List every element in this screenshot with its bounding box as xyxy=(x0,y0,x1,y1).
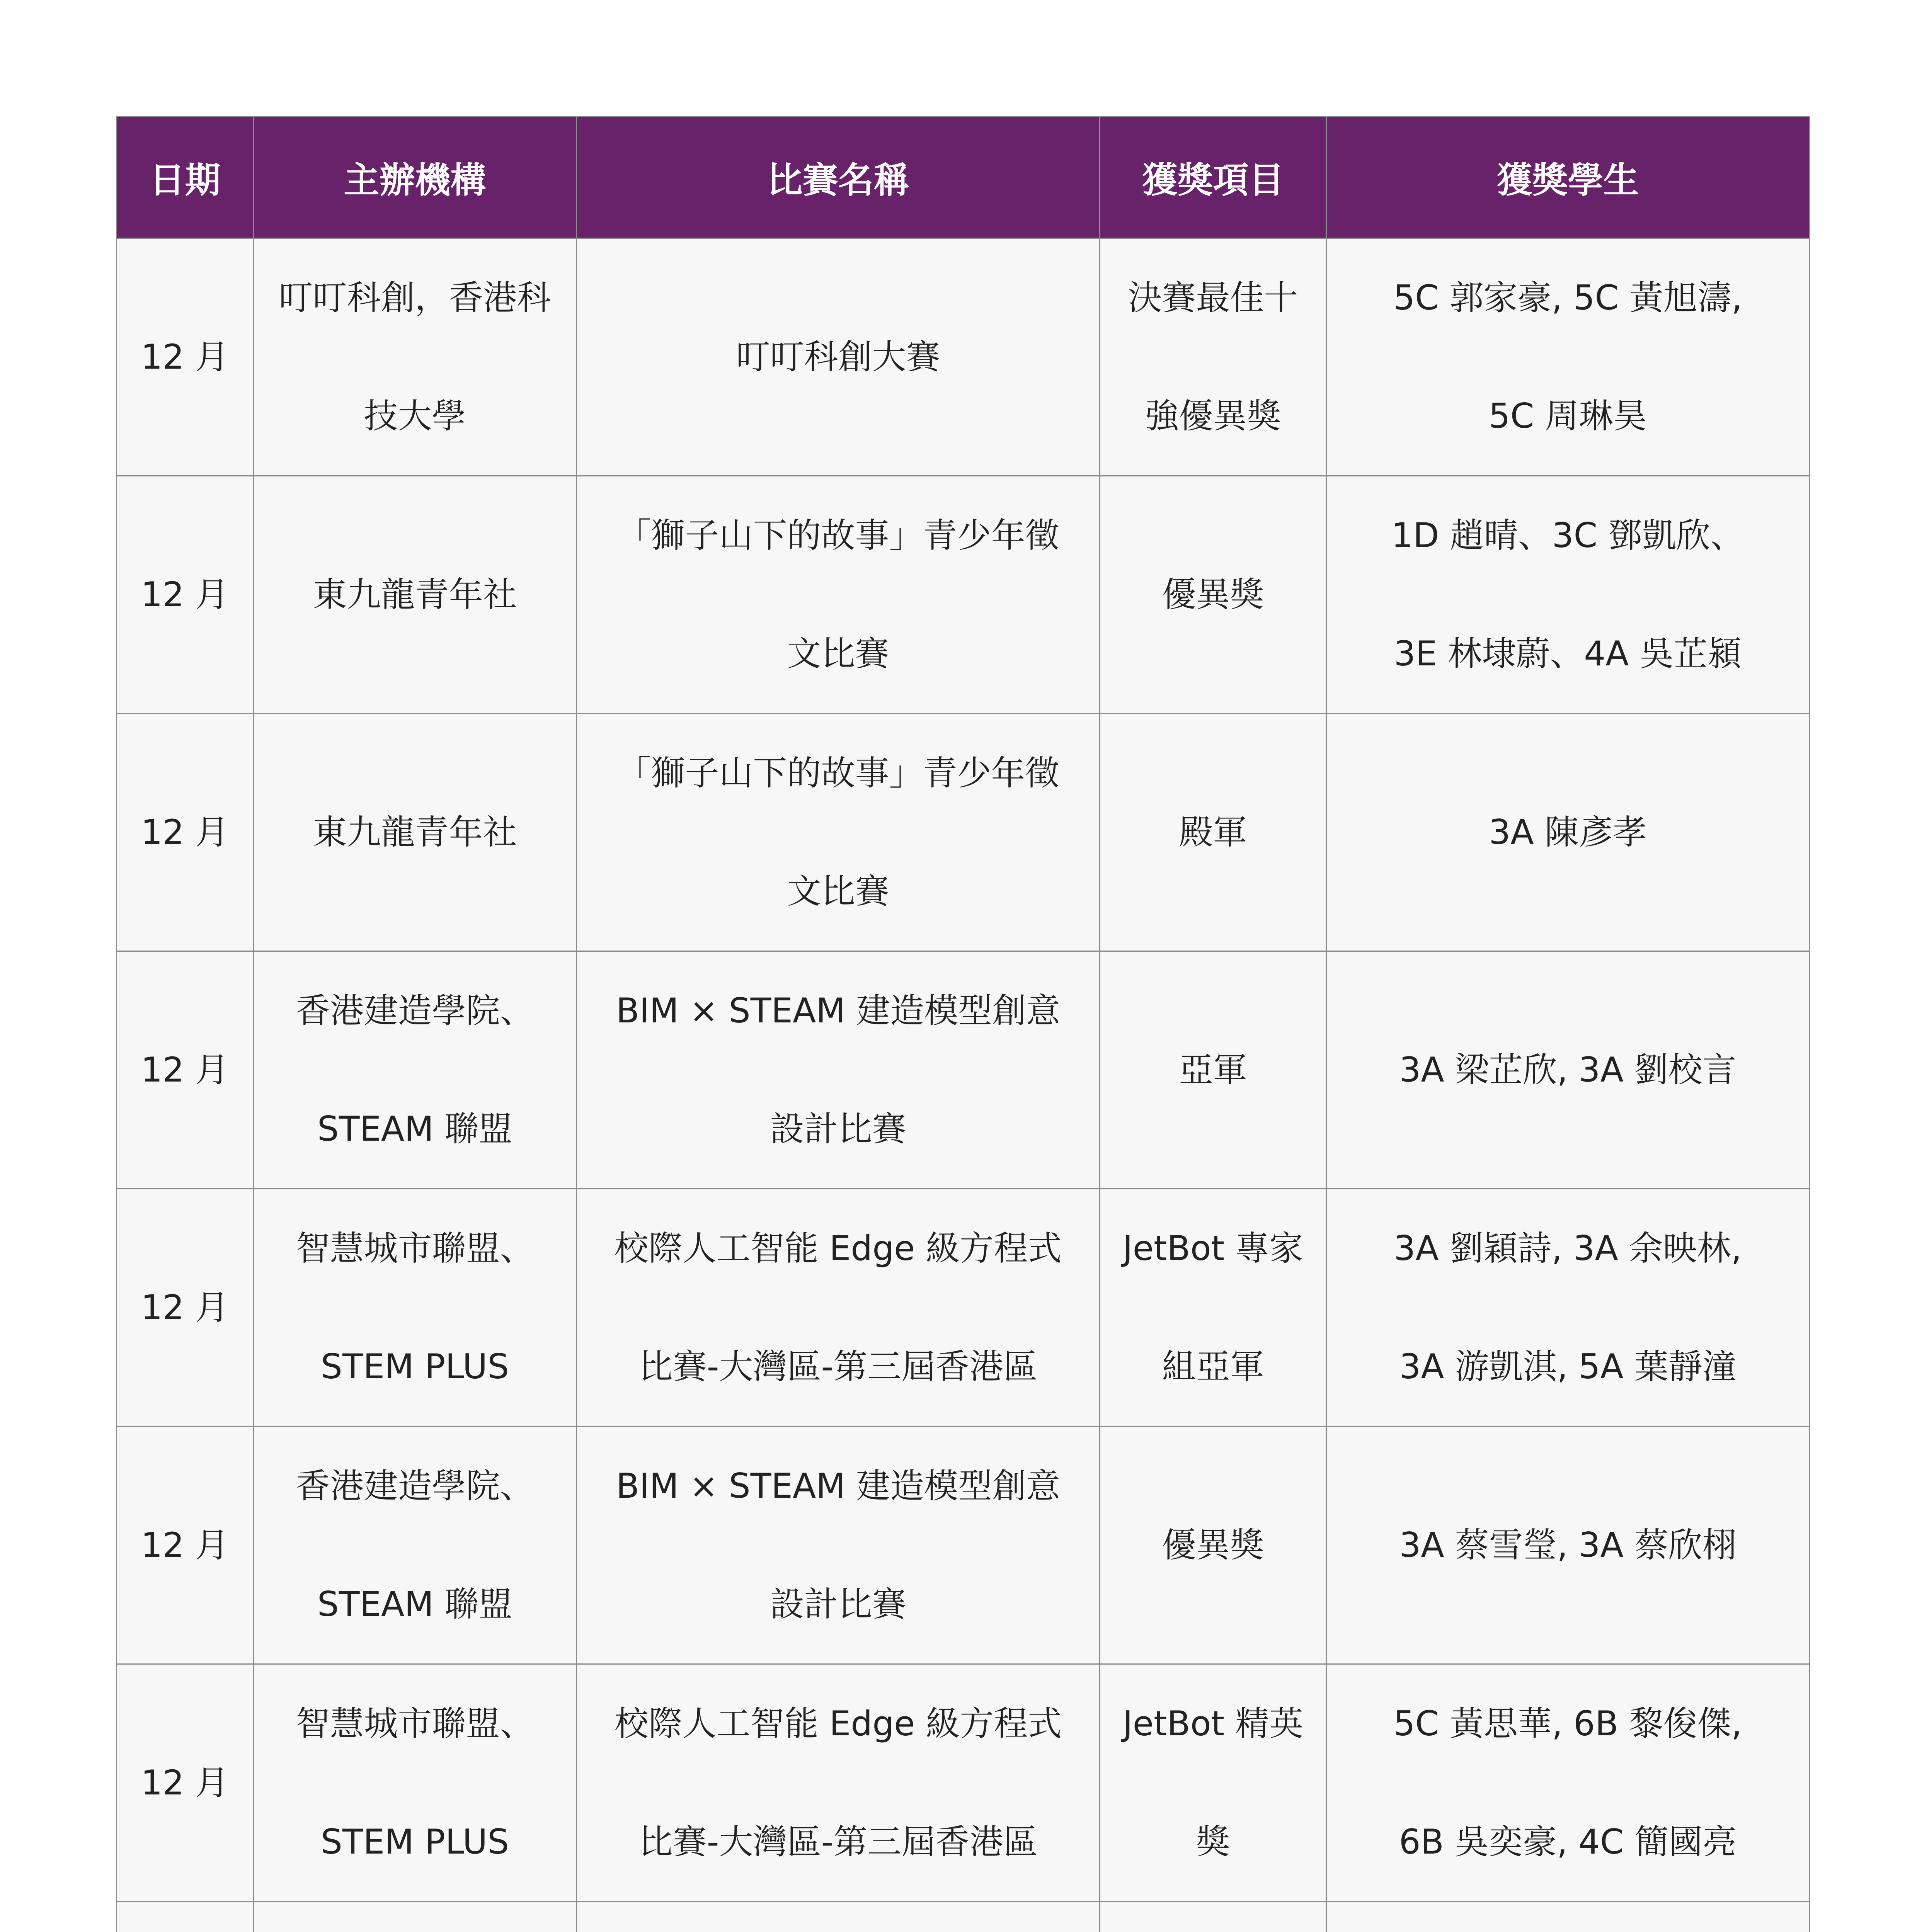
cell-students-line: 3A 游凱淇, 5A 葉靜潼 xyxy=(1399,1347,1737,1386)
cell-award-line: 獎 xyxy=(1196,1822,1230,1862)
cell-students xyxy=(1326,1427,1810,1664)
cell-students-line: 5C 郭家豪, 5C 黃旭濤, xyxy=(1393,278,1742,318)
cell-competition xyxy=(577,476,1100,714)
header-organizer: 主辦機構 xyxy=(254,117,577,238)
cell-award xyxy=(1100,714,1326,951)
cell-organizer xyxy=(254,1902,577,1932)
cell-award-line: 強優異獎 xyxy=(1145,396,1281,436)
cell-date xyxy=(117,1902,254,1932)
header-date: 日期 xyxy=(117,117,254,238)
cell-organizer xyxy=(254,476,577,714)
cell-students-line: 5C 周琳昊 xyxy=(1488,396,1647,436)
cell-competition xyxy=(577,1902,1100,1932)
cell-organizer-line: 智慧城市聯盟、 xyxy=(296,1704,534,1743)
cell-students-line: 3A 劉穎詩, 3A 余映林, xyxy=(1394,1228,1742,1268)
cell-students-line: 3A 陳彥孝 xyxy=(1489,812,1647,852)
table-header xyxy=(117,117,1810,238)
header-students: 獲獎學生 xyxy=(1326,117,1810,238)
cell-award-line: 優異獎 xyxy=(1162,575,1264,614)
cell-award xyxy=(1100,951,1326,1189)
cell-award xyxy=(1100,1664,1326,1902)
cell-award xyxy=(1100,238,1326,476)
cell-organizer-line: 技大學 xyxy=(364,396,466,436)
cell-date: 12 月 xyxy=(117,951,254,1189)
cell-competition xyxy=(577,1189,1100,1427)
table-row xyxy=(117,476,1810,714)
cell-competition-line: 設計比賽 xyxy=(770,1584,906,1624)
cell-award xyxy=(1100,476,1326,714)
table-body xyxy=(117,238,1810,1932)
cell-organizer xyxy=(254,238,577,476)
cell-competition-line: 比賽-大灣區-第三屆香港區 xyxy=(638,1347,1038,1386)
cell-organizer-line: 香港建造學院、 xyxy=(296,991,534,1031)
cell-students-line: 3A 梁芷欣, 3A 劉校言 xyxy=(1399,1050,1737,1090)
table-row xyxy=(117,951,1810,1189)
cell-award-line: 決賽最佳十 xyxy=(1128,278,1298,318)
cell-competition-line: 「獅子山下的故事」青少年徵 xyxy=(617,515,1059,555)
cell-organizer-line: 智慧城市聯盟、 xyxy=(296,1228,534,1268)
cell-organizer xyxy=(254,1189,577,1427)
table-row xyxy=(117,1664,1810,1902)
cell-competition-line: 設計比賽 xyxy=(770,1109,906,1149)
cell-competition-line: BIM × STEAM 建造模型創意 xyxy=(616,991,1061,1031)
cell-competition-line: 文比賽 xyxy=(787,634,889,673)
cell-organizer-line: 香港建造學院、 xyxy=(296,1466,534,1506)
cell-competition-line: 校際人工智能 Edge 級方程式 xyxy=(614,1228,1062,1268)
cell-students-line: 6B 吳奕豪, 4C 簡國亮 xyxy=(1399,1822,1737,1862)
cell-students-line: 5C 黃思華, 6B 黎俊傑, xyxy=(1393,1704,1742,1743)
cell-competition xyxy=(577,1664,1100,1902)
cell-organizer-line: STEM PLUS xyxy=(320,1347,509,1386)
table-row xyxy=(117,1427,1810,1664)
cell-competition-line: 比賽-大灣區-第三屆香港區 xyxy=(638,1822,1038,1862)
cell-organizer xyxy=(254,1427,577,1664)
cell-students xyxy=(1326,238,1810,476)
cell-organizer-line: STEM PLUS xyxy=(320,1822,509,1862)
cell-competition-line: BIM × STEAM 建造模型創意 xyxy=(616,1466,1061,1506)
cell-students-line: 3A 蔡雪瑩, 3A 蔡欣栩 xyxy=(1399,1525,1737,1565)
cell-students xyxy=(1326,714,1810,951)
cell-date: 12 月 xyxy=(117,1664,254,1902)
cell-organizer-line: 東九龍青年社 xyxy=(313,575,517,614)
header-award: 獲獎項目 xyxy=(1100,117,1326,238)
cell-award-line: JetBot 精英 xyxy=(1122,1704,1304,1743)
cell-students xyxy=(1326,1902,1810,1932)
cell-date: 12 月 xyxy=(117,1189,254,1427)
cell-award xyxy=(1100,1427,1326,1664)
header-row xyxy=(117,117,1810,238)
cell-organizer xyxy=(254,951,577,1189)
cell-award-line: 亞軍 xyxy=(1179,1050,1247,1090)
table-row xyxy=(117,1189,1810,1427)
cell-award xyxy=(1100,1902,1326,1932)
cell-students xyxy=(1326,476,1810,714)
cell-date: 12 月 xyxy=(117,1427,254,1664)
cell-organizer xyxy=(254,714,577,951)
cell-organizer-line: STEAM 聯盟 xyxy=(317,1584,513,1624)
cell-students-line: 3E 林埭蔚、4A 吳芷潁 xyxy=(1394,634,1742,673)
table-row xyxy=(117,714,1810,951)
cell-competition xyxy=(577,1427,1100,1664)
table-row xyxy=(117,238,1810,476)
cell-date: 12 月 xyxy=(117,714,254,951)
cell-award-line: 組亞軍 xyxy=(1162,1347,1264,1386)
cell-students xyxy=(1326,951,1810,1189)
cell-competition xyxy=(577,714,1100,951)
header-competition: 比賽名稱 xyxy=(577,117,1100,238)
cell-competition-line: 校際人工智能 Edge 級方程式 xyxy=(614,1704,1062,1743)
cell-organizer-line: STEAM 聯盟 xyxy=(317,1109,513,1149)
cell-award-line: 優異獎 xyxy=(1162,1525,1264,1565)
cell-date: 12 月 xyxy=(117,476,254,714)
awards-table xyxy=(116,116,1810,1932)
cell-competition-line: 文比賽 xyxy=(787,871,889,911)
cell-competition-line: 「獅子山下的故事」青少年徵 xyxy=(617,753,1059,793)
cell-award-line: 殿軍 xyxy=(1179,812,1247,852)
cell-competition xyxy=(577,951,1100,1189)
cell-organizer-line: 叮叮科創，香港科 xyxy=(279,278,551,318)
cell-students-line: 1D 趙晴、3C 鄧凱欣、 xyxy=(1391,515,1745,555)
cell-students xyxy=(1326,1664,1810,1902)
cell-award xyxy=(1100,1189,1326,1427)
cell-students xyxy=(1326,1189,1810,1427)
cell-organizer-line: 東九龍青年社 xyxy=(313,812,517,852)
cell-organizer xyxy=(254,1664,577,1902)
cell-organizer-line xyxy=(261,1902,569,1932)
cell-competition-line: 叮叮科創大賽 xyxy=(736,337,940,377)
cell-award-line: JetBot 專家 xyxy=(1122,1228,1304,1268)
cell-date: 12 月 xyxy=(117,238,254,476)
cell-competition xyxy=(577,238,1100,476)
table-row xyxy=(117,1902,1810,1932)
